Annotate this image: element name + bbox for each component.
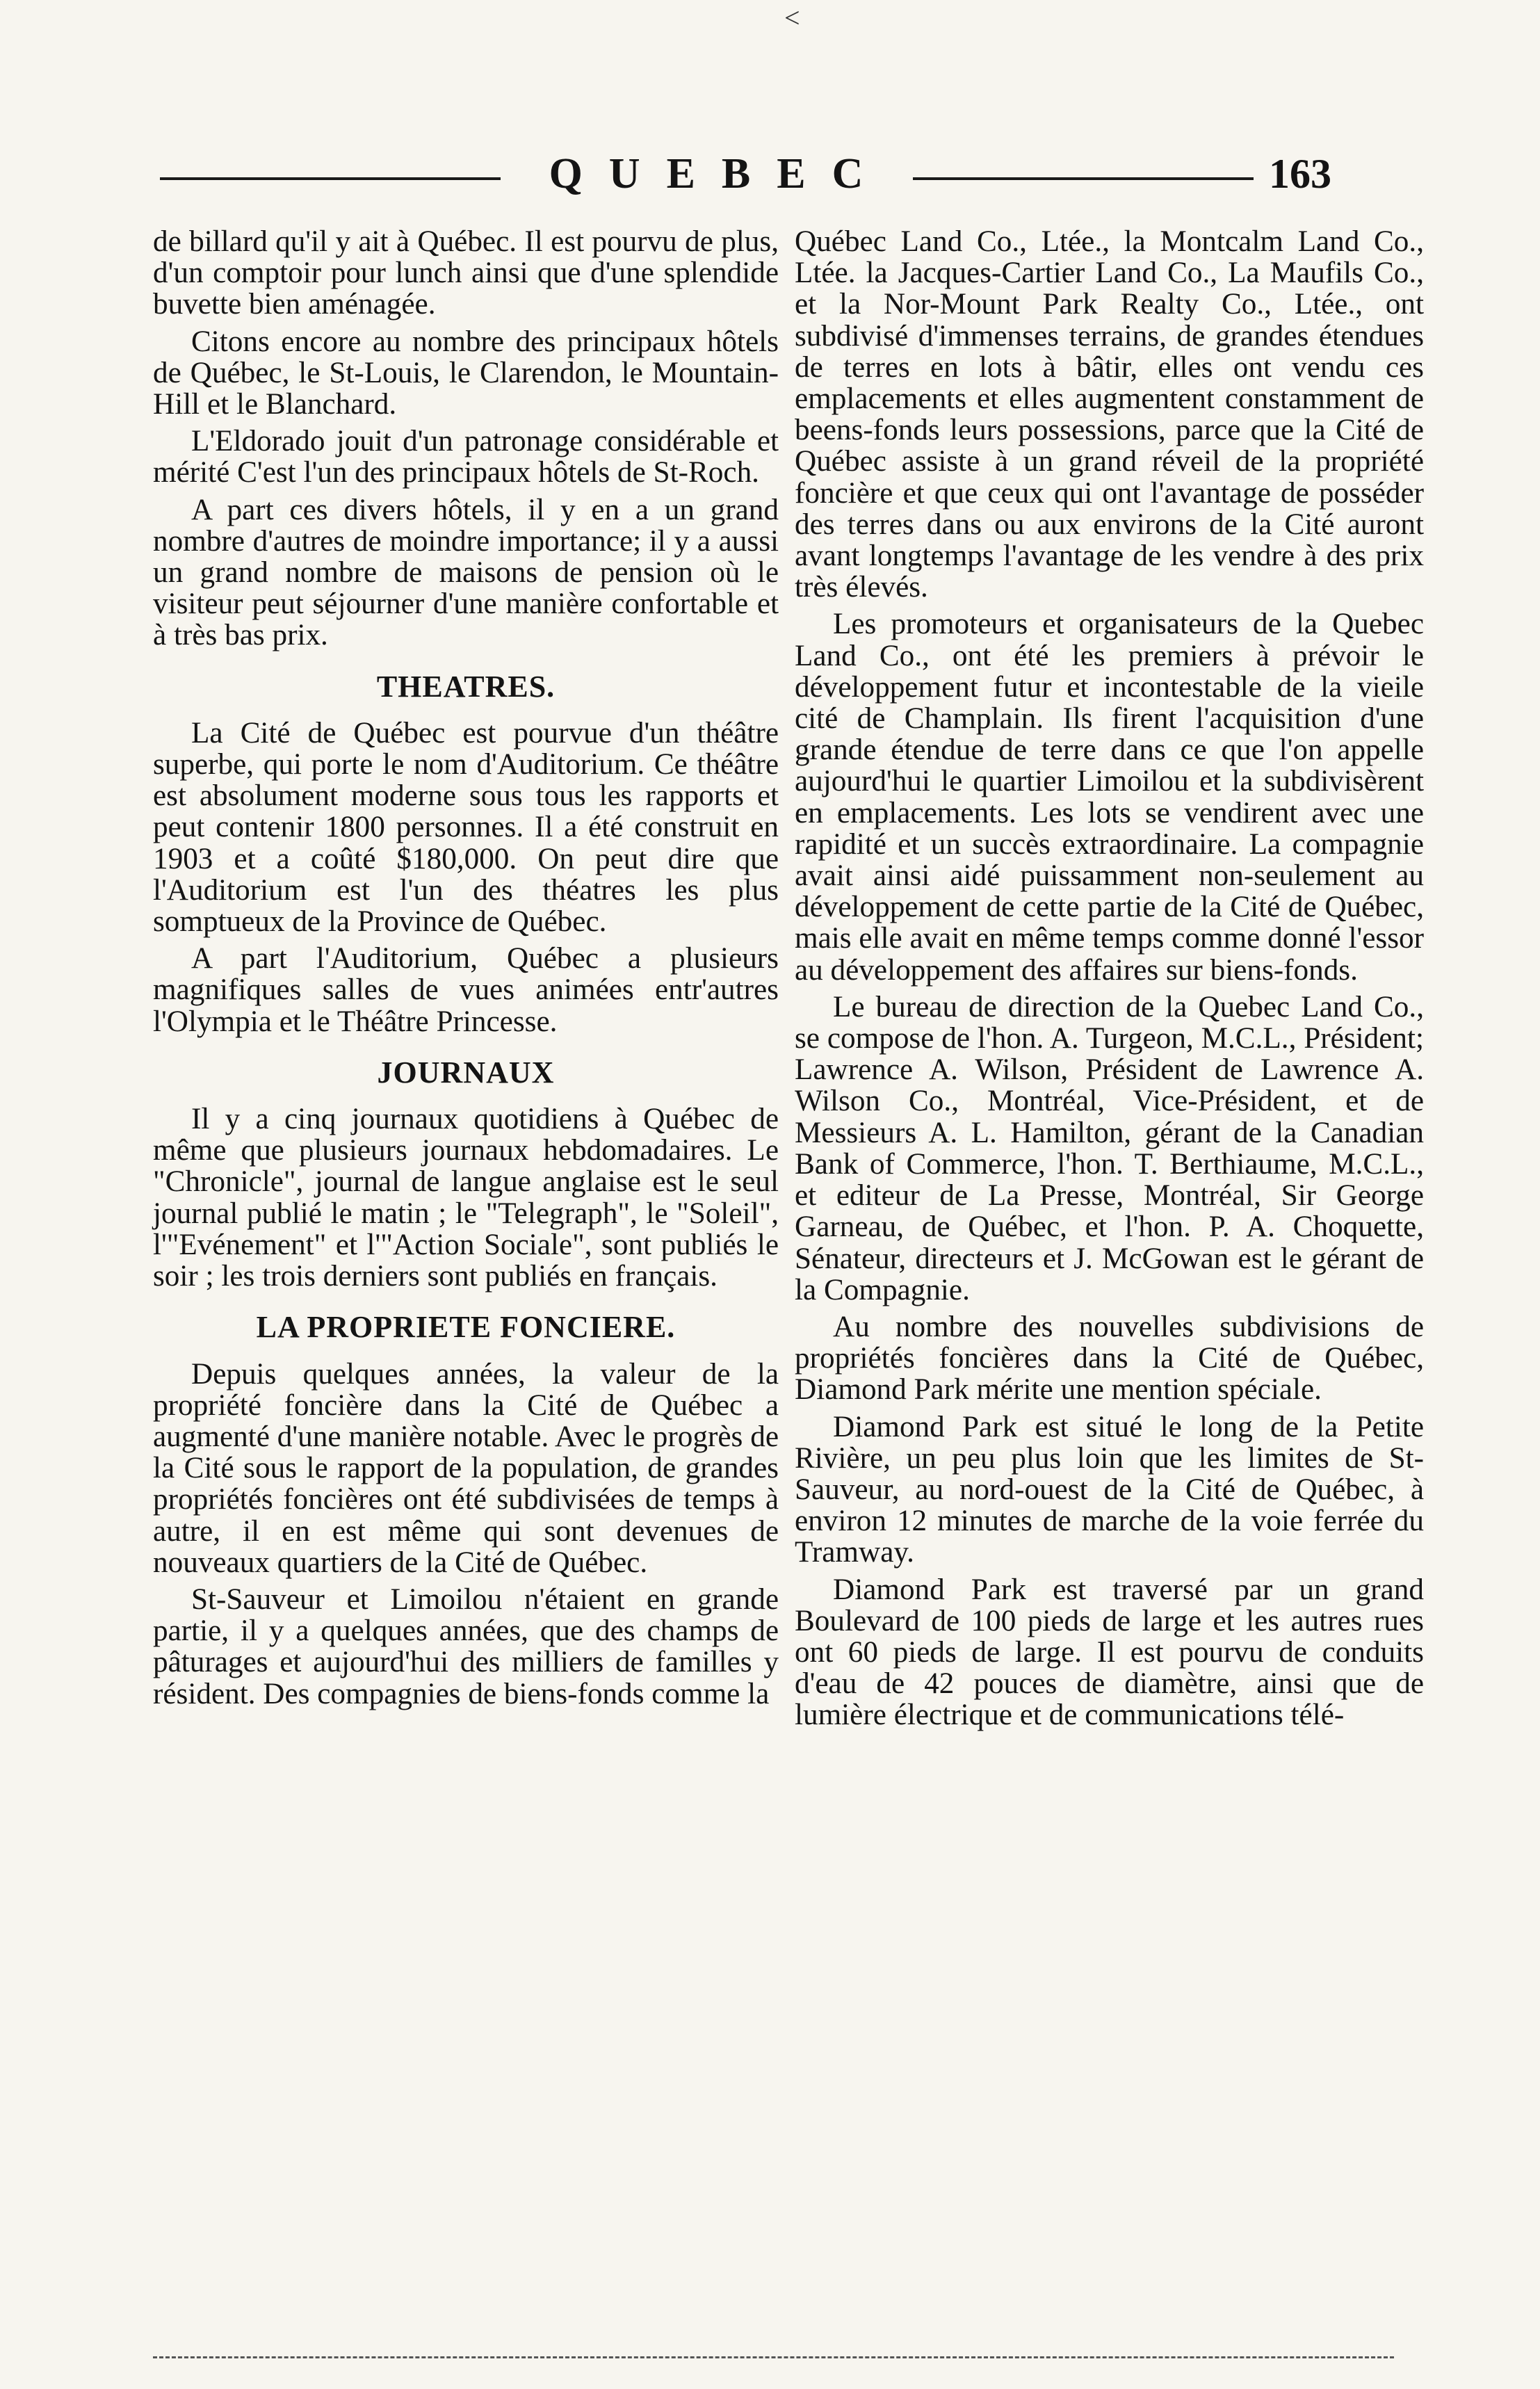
bottom-edge-rule bbox=[153, 2356, 1394, 2358]
top-mark: < bbox=[784, 2, 800, 33]
paragraph: Les promoteurs et organisateurs de la Quebec Land Co., ont été les premiers à prévoir le développement futur et incontestable de la vieile cité de Champlain. Ils firent l'acquisition d'une grande étendue de terre dans ce que l'on appelle aujourd'hui le quartier Limoilou et la subdivisèrent en emplacements. Les lots se vendirent avec une rapidité et un succès extraordinaire. La compagnie avait ainsi aidé puissamment non-seulement au développement de cette partie de la Cité de Québec, mais elle avait en même temps comme donné l'essor au développement des affaires sur biens-fonds. bbox=[795, 608, 1424, 987]
paragraph: A part l'Auditorium, Québec a plusieurs magnifiques salles de vues animées entr'autres l'Olympia et le Théâtre Princesse. bbox=[153, 942, 779, 1038]
paragraph: St-Sauveur et Limoilou n'étaient en grande partie, il y a quelques années, que des champs de pâturages et aujourd'hui des milliers de familles y résident. Des compagnies de biens-fonds comme la bbox=[153, 1582, 779, 1710]
paragraph: L'Eldorado jouit d'un patronage considérable et mérité C'est l'un des principaux hôtels de St-Roch. bbox=[153, 425, 779, 489]
paragraph: Citons encore au nombre des principaux hôtels de Québec, le St-Louis, le Clarendon, le Mountain-Hill et le Blanchard. bbox=[153, 325, 779, 421]
paragraph: Diamond Park est situé le long de la Petite Rivière, un peu plus loin que les limites de St-Sauveur, au nord-ouest de la Cité de Québec, à environ 12 minutes de marche de la voie ferrée du Tramway. bbox=[795, 1410, 1424, 1569]
page-header bbox=[160, 143, 1331, 205]
paragraph: Diamond Park est traversé par un grand Boulevard de 100 pieds de large et les autres rues ont 60 pieds de large. Il est pourvu de conduits d'eau de 42 pouces de diamètre, ainsi que de lumière électrique et de communications télé- bbox=[795, 1573, 1424, 1732]
right-column bbox=[795, 226, 1424, 1737]
section-heading-propriete: LA PROPRIETE FONCIERE. bbox=[256, 1310, 676, 1345]
section-heading-theatres: THEATRES. bbox=[376, 669, 556, 704]
paragraph: Depuis quelques années, la valeur de la propriété foncière dans la Cité de Québec a augmenté d'une manière notable. Avec le progrès de la Cité sous le rapport de la population, de grandes propriétés foncières ont été subdivisées de temps à autre, il en est même qui sont devenues de nouveaux quartiers de la Cité de Québec. bbox=[153, 1357, 779, 1579]
paragraph: Québec Land Co., Ltée., la Montcalm Land Co., Ltée. la Jacques-Cartier Land Co., La Maufils Co., et la Nor-Mount Park Realty Co., Ltée., ont subdivisé d'immenses terrains, de grandes étendues de terres en lots à bâtir, elles ont vendu ces emplacements et elles augmentent constamment de beens-fonds leurs possessions, parce que la Cité de Québec assiste à un grand réveil de la propriété foncière et que ceux qui ont l'avantage de posséder des terres dans ou aux environs de la Cité auront avant longtemps l'avantage de les vendre à des prix très élevés. bbox=[795, 225, 1424, 604]
paragraph: La Cité de Québec est pourvue d'un théâtre superbe, qui porte le nom d'Auditorium. Ce théâtre est absolument moderne sous tous les rapports et peut contenir 1800 personnes. Il a été construit en 1903 et a coûté $180,000. On peut dire que l'Auditorium est l'un des théatres les plus somptueux de la Province de Québec. bbox=[153, 716, 779, 939]
section-heading-journaux: JOURNAUX bbox=[377, 1055, 555, 1090]
paragraph: A part ces divers hôtels, il y en a un grand nombre d'autres de moindre importance; il y a aussi un grand nombre de maisons de pension où le visiteur peut séjourner d'une manière confortable et à très bas prix. bbox=[153, 493, 779, 652]
paragraph: Au nombre des nouvelles subdivisions de propriétés foncières dans la Cité de Québec, Diamond Park mérite une mention spéciale. bbox=[795, 1310, 1424, 1407]
header-rule-left bbox=[160, 177, 501, 180]
header-rule-right bbox=[913, 177, 1254, 180]
paragraph: Le bureau de direction de la Quebec Land Co., se compose de l'hon. A. Turgeon, M.C.L., Président; Lawrence A. Wilson, Président de Lawrence A. Wilson Co., Montréal, Vice-Président, et de Messieurs A. L. Hamilton, gérant de la Canadian Bank of Commerce, l'hon. T. Berthiaume, M.C.L., et editeur de La Presse, Montréal, Sir George Garneau, de Québec, et l'hon. P. A. Choquette, Sénateur, directeurs et J. McGowan est le gérant de la Compagnie. bbox=[795, 990, 1424, 1306]
page-number: 163 bbox=[1269, 150, 1331, 197]
left-column bbox=[153, 226, 779, 1715]
paragraph: de billard qu'il y ait à Québec. Il est pourvu de plus, d'un comptoir pour lunch ainsi que d'une splendide buvette bien aménagée. bbox=[153, 225, 779, 321]
running-title: QUEBEC bbox=[549, 149, 890, 197]
paragraph: Il y a cinq journaux quotidiens à Québec de même que plusieurs journaux hebdomadaires. Le "Chronicle", journal de langue anglaise est le seul journal publié le matin ; le "Telegraph", le "Soleil", l'"Evénement" et l'"Action Sociale", sont publiés le soir ; les trois derniers sont publiés en français. bbox=[153, 1103, 779, 1293]
